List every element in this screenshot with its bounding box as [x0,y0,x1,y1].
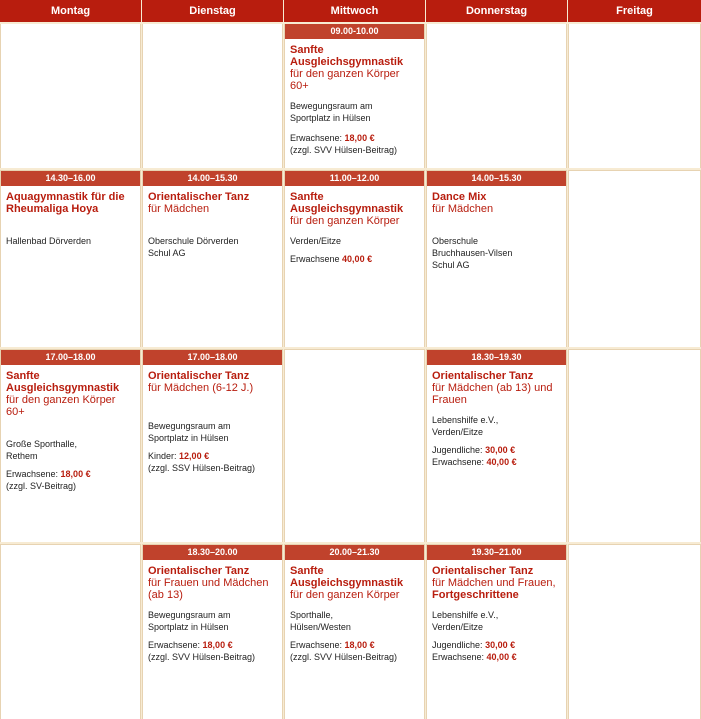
price-value: 18,00 € [202,640,233,650]
course-title: Orientalischer Tanz [148,565,250,577]
course-price [148,639,277,651]
course-cell [142,349,283,542]
cell-empty [568,349,701,542]
day-header-montag: Montag [0,0,141,22]
location-line: Sportplatz in Hülsen [290,113,371,123]
course-price-2 [432,456,561,468]
course-price [432,639,561,651]
price-note: (zzgl. SV-Beitrag) [6,481,77,491]
course-time: 11.00–12.00 [285,171,424,186]
price-value: 18,00 € [344,640,375,650]
course-time: 17.00–18.00 [1,350,140,365]
price-note: (zzgl. SVV Hülsen-Beitrag) [290,145,398,155]
cell-empty [426,24,567,168]
cell-empty [568,170,701,347]
course-subtitle: für Mädchen [432,203,494,215]
course-location [432,609,561,633]
price-value: 12,00 € [179,451,210,461]
course-time: 14.00–15.30 [143,171,282,186]
course-time: 17.00–18.00 [143,350,282,365]
course-location [290,235,419,247]
course-cell [142,544,283,719]
course-title: Orientalischer Tanz [432,370,534,382]
subtitle-line: für Mädchen und Frauen, [432,577,556,589]
course-title: Sanfte Ausgleichsgymnastik [290,191,404,215]
location-line: Hülsen/Westen [290,622,351,632]
course-subtitle: für den ganzen Körper 60+ [6,394,116,418]
course-title: Orientalischer Tanz [148,370,250,382]
course-location [6,235,135,247]
location-line: Schul AG [148,248,186,258]
location-line: Sportplatz in Hülsen [148,622,229,632]
course-subtitle: für Frauen und Mädchen (ab 13) [148,577,269,601]
course-title: Orientalischer Tanz [432,565,534,577]
course-title: Dance Mix [432,191,487,203]
cell-empty [0,544,141,719]
price-value: 40,00 € [486,457,517,467]
location-line: Verden/Eitze [432,622,484,632]
location-line: Lebenshilfe e.V., [432,415,499,425]
location-line: Hallenbad Dörverden [6,236,92,246]
course-cell [426,170,567,347]
course-price [148,450,277,462]
course-location [148,235,277,259]
course-price [290,132,419,144]
course-time: 09.00-10.00 [285,24,424,39]
course-subtitle [432,577,561,601]
location-line: Oberschule Dörverden [148,236,239,246]
course-location [290,609,419,633]
course-price [290,253,419,265]
price-label: Jugendliche: [432,640,483,650]
price-value: 30,00 € [485,445,516,455]
course-price [6,468,135,480]
location-line: Verden/Eitze [290,236,342,246]
price-label: Erwachsene: [6,469,59,479]
location-line: Lebenshilfe e.V., [432,610,499,620]
course-subtitle: für Mädchen [148,203,210,215]
price-value: 40,00 € [486,652,517,662]
course-location [432,235,561,271]
day-header-dienstag: Dienstag [142,0,283,22]
course-title: Sanfte Ausgleichsgymnastik [290,565,404,589]
price-value: 18,00 € [60,469,91,479]
course-cell [0,349,141,542]
course-cell [284,24,425,168]
cell-empty [568,24,701,168]
day-header-mittwoch: Mittwoch [284,0,425,22]
location-line: Bewegungsraum am [148,421,231,431]
price-label: Kinder: [148,451,177,461]
price-label: Erwachsene: [290,133,343,143]
course-title: Sanfte Ausgleichsgymnastik [6,370,120,394]
price-value: 40,00 € [342,254,373,264]
price-label: Jugendliche: [432,445,483,455]
course-cell [0,170,141,347]
course-time: 14.30–16.00 [1,171,140,186]
course-subtitle: für den ganzen Körper [290,589,400,601]
location-line: Sportplatz in Hülsen [148,433,229,443]
price-value: 18,00 € [344,133,375,143]
price-note: (zzgl. SVV Hülsen-Beitrag) [290,652,398,662]
course-location [148,420,277,444]
price-label: Erwachsene: [432,457,485,467]
location-line: Schul AG [432,260,470,270]
price-note: (zzgl. SSV Hülsen-Beitrag) [148,463,256,473]
course-time: 19.30–21.00 [427,545,566,560]
subtitle-bold: Fortgeschrittene [432,589,519,601]
course-price-2 [432,651,561,663]
location-line: Verden/Eitze [432,427,484,437]
course-title: Sanfte Ausgleichsgymnastik [290,44,404,68]
course-cell [284,544,425,719]
price-label: Erwachsene: [432,652,485,662]
course-title: Orientalischer Tanz [148,191,250,203]
course-subtitle: für Mädchen (6-12 J.) [148,382,254,394]
course-cell [426,544,567,719]
course-subtitle: für den ganzen Körper [290,215,400,227]
price-note: (zzgl. SVV Hülsen-Beitrag) [148,652,256,662]
price-label: Erwachsene: [148,640,201,650]
course-time: 18.30–20.00 [143,545,282,560]
course-location [148,609,277,633]
location-line: Bewegungsraum am [148,610,231,620]
cell-empty [284,349,425,542]
location-line: Oberschule [432,236,479,246]
course-location [290,100,419,124]
course-time: 18.30–19.30 [427,350,566,365]
location-line: Rethem [6,451,38,461]
course-subtitle: für den ganzen Körper 60+ [290,68,400,92]
course-time: 14.00–15.30 [427,171,566,186]
location-line: Bewegungsraum am [290,101,373,111]
course-time: 20.00–21.30 [285,545,424,560]
course-title: Aquagymnastik für die Rheumaliga Hoya [6,191,125,215]
course-cell [426,349,567,542]
course-price [290,639,419,651]
course-location [6,438,135,462]
course-location [432,414,561,438]
cell-empty [142,24,283,168]
location-line: Bruchhausen-Vilsen [432,248,513,258]
cell-empty [568,544,701,719]
location-line: Sporthalle, [290,610,334,620]
cell-empty [0,24,141,168]
price-label: Erwachsene [290,254,340,264]
price-value: 30,00 € [485,640,516,650]
day-header-donnerstag: Donnerstag [426,0,567,22]
course-subtitle: für Mädchen (ab 13) und Frauen [432,382,553,406]
course-cell [284,170,425,347]
day-header-freitag: Freitag [568,0,701,22]
course-cell [142,170,283,347]
price-label: Erwachsene: [290,640,343,650]
course-price [432,444,561,456]
location-line: Große Sporthalle, [6,439,78,449]
